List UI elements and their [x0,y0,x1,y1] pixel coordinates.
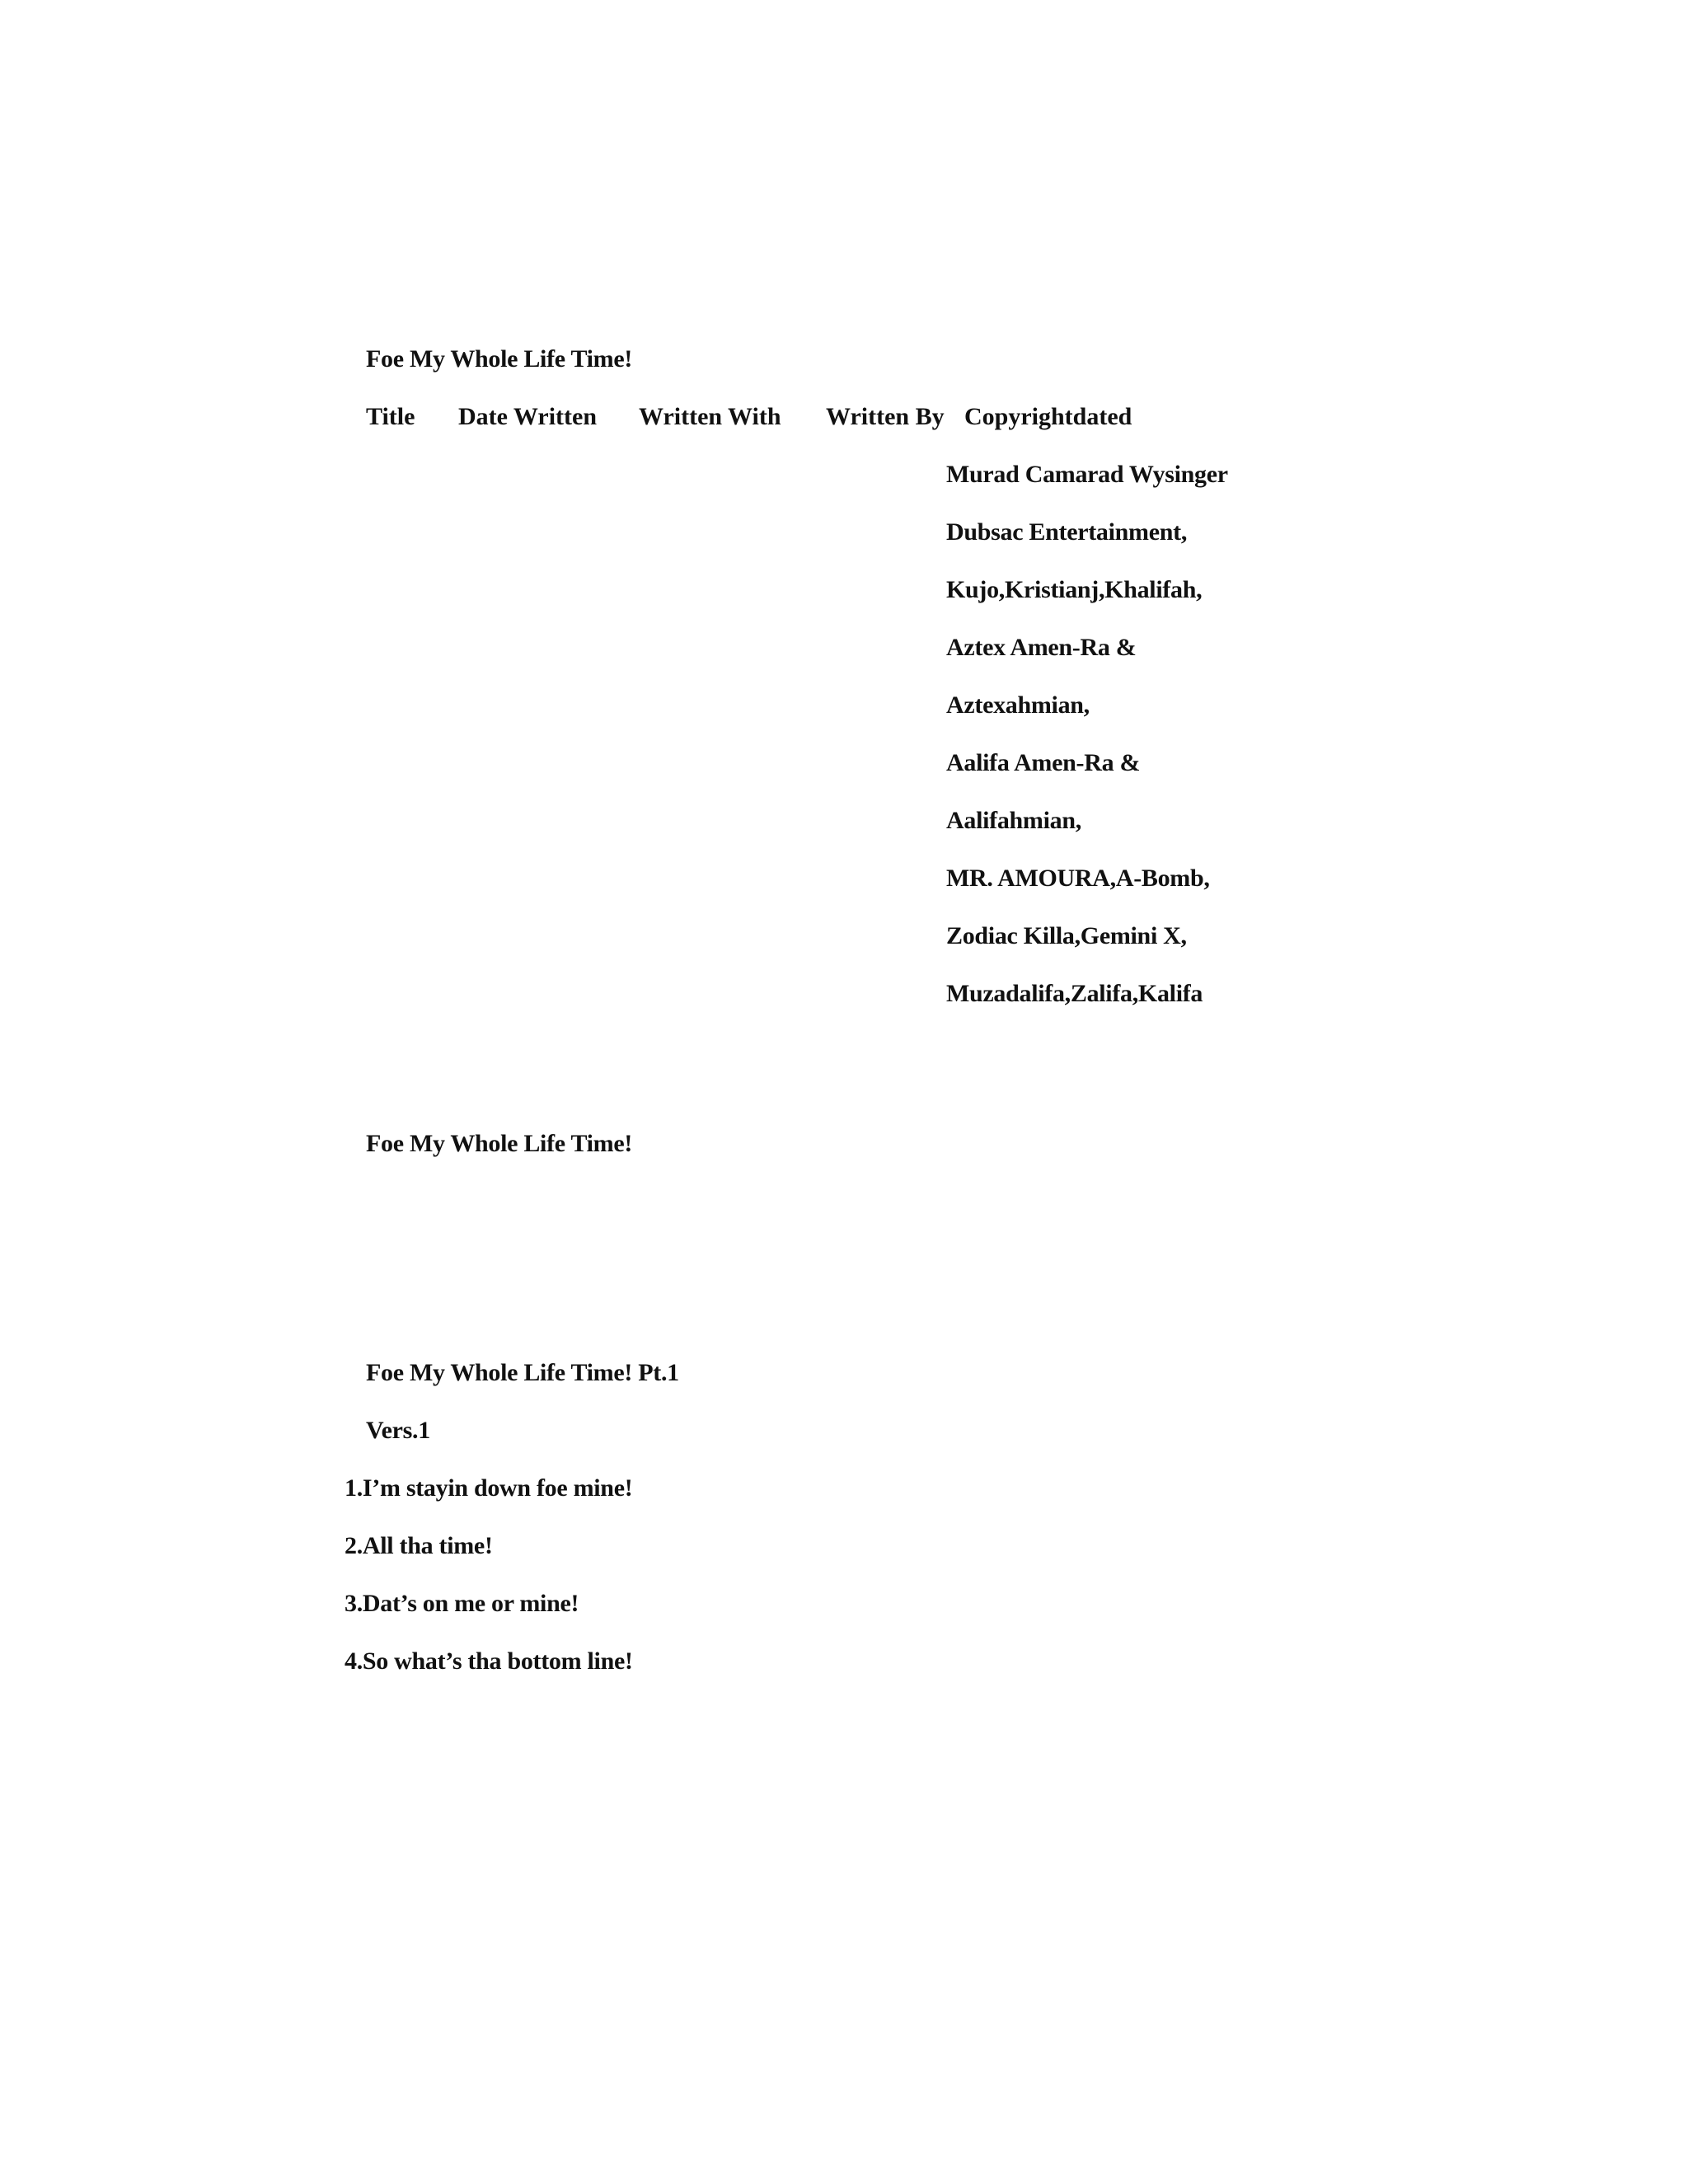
lyric-line: 3.Dat’s on me or mine! [345,1590,579,1617]
header-written-by: Written By [826,403,945,430]
credit-line: Aalifahmian, [946,807,1081,834]
verse-label: Vers.1 [366,1417,430,1444]
credit-line: Aztexahmian, [946,691,1090,719]
credit-line: Aztex Amen-Ra & [946,634,1137,661]
credit-line: Dubsac Entertainment, [946,518,1188,546]
credit-line: Zodiac Killa,Gemini X, [946,922,1187,949]
credit-line: Muzadalifa,Zalifa,Kalifa [946,980,1203,1007]
credit-line: Kujo,Kristianj,Khalifah, [946,576,1203,603]
lyric-line: 2.All tha time! [345,1532,493,1559]
document-title: Foe My Whole Life Time! [366,345,633,373]
section-title: Foe My Whole Life Time! [366,1130,633,1157]
credit-line: Murad Camarad Wysinger [946,461,1228,488]
part-title: Foe My Whole Life Time! Pt.1 [366,1359,679,1386]
header-copyrightdated: Copyrightdated [964,403,1132,430]
credit-line: Aalifa Amen-Ra & [946,749,1141,776]
lyric-line: 4.So what’s tha bottom line! [345,1647,633,1675]
header-date-written: Date Written [458,403,598,430]
header-written-with: Written With [639,403,781,430]
credit-line: MR. AMOURA,A-Bomb, [946,865,1210,892]
lyric-line: 1.I’m stayin down foe mine! [345,1474,633,1502]
header-title: Title [366,403,415,430]
